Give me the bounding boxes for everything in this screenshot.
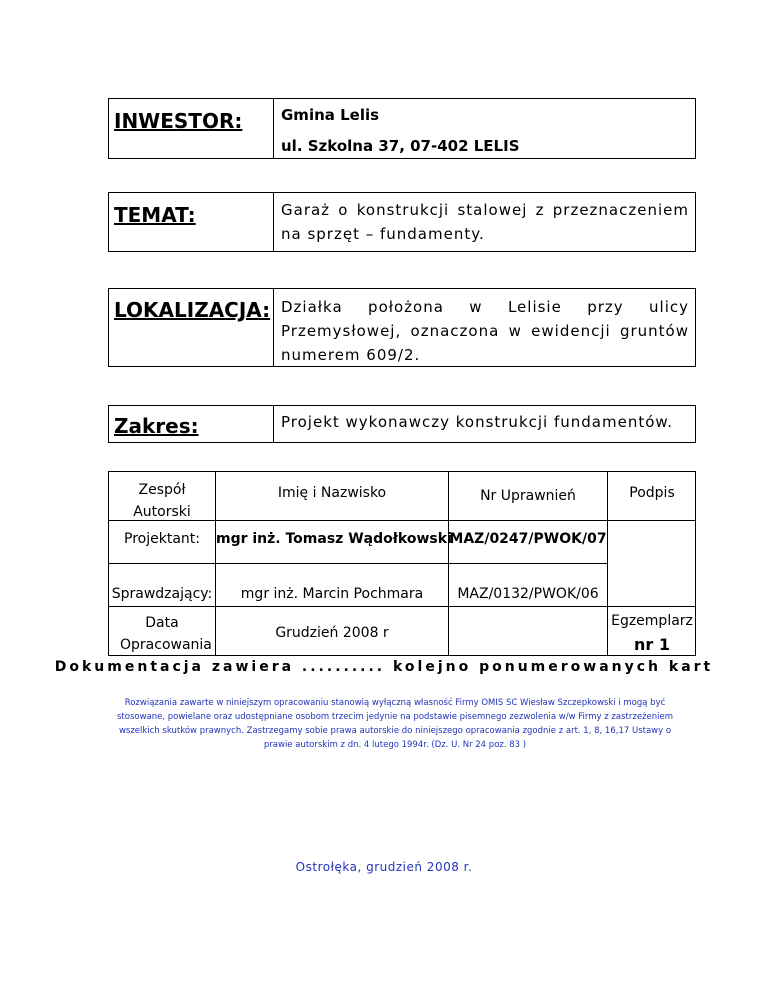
temat-divider [273,192,274,252]
place-date: Ostrołęka, grudzień 2008 r. [295,860,473,874]
copy-label: Egzemplarz [611,613,693,629]
row-role: Projektant: [124,531,200,547]
zakres-value: Projekt wykonawczy konstrukcji fundamentów. [281,413,674,431]
investor-name: Gmina Lelis [281,106,380,124]
header-team: Zespół Autorski [133,482,191,520]
lokalizacja-label: LOKALIZACJA: [114,298,271,322]
row-license: MAZ/0247/PWOK/07 [449,531,607,547]
temat-label: TEMAT: [114,203,196,227]
date-value: Grudzień 2008 r [275,625,389,641]
zakres-label: Zakres: [114,414,199,438]
header-signature: Podpis [629,485,675,501]
legal-notice: Rozwiązania zawarte w niniejszym opracowaniu stanowią wyłączną własność Firmy OMIS SC Wiesław Szczepkowski i mogą być stosowane, powielane oraz udostępniane osobom trzecim jedynie na podstawie pisemnego zezwolenia w/w Firmy z zastrzeżeniem wszelkich skutków prawnych. Zastrzegamy sobie prawa autorskie do niniejszego opracowania zgodnie z art. 1, 8, 16,17 Ustawy o prawie autorskim z dn. 4 lutego 1994r. (Dz. U. Nr 24 poz. 83 ) [116,698,673,750]
investor-label: INWESTOR: [114,109,243,133]
team-row-divider-2 [108,563,607,564]
lokalizacja-value: Działka położona w Lelisie przy ulicy Przemysłowej, oznaczona w ewidencji gruntów numerem 609/2. [281,298,689,364]
zakres-divider [273,405,274,443]
row-name: mgr inż. Marcin Pochmara [240,586,424,602]
investor-address: ul. Szkolna 37, 07-402 LELIS [281,137,520,155]
investor-divider [273,98,274,159]
row-license: MAZ/0132/PWOK/06 [457,586,599,602]
lokalizacja-divider [273,288,274,367]
row-role: Sprawdzający: [111,586,213,602]
row-name: mgr inż. Tomasz Wądołkowski [216,531,452,547]
temat-value: Garaż o konstrukcji stalowej z przeznaczeniem na sprzęt – fundamenty. [281,201,689,243]
header-name: Imię i Nazwisko [277,485,387,501]
date-label: Data Opracowania [120,615,212,653]
documentation-note: Dokumentacja zawiera .......... kolejno ponumerowanych kart [54,659,714,675]
copy-value: nr 1 [634,635,670,654]
team-row-divider-3 [108,606,696,607]
header-license: Nr Uprawnień [480,488,576,504]
